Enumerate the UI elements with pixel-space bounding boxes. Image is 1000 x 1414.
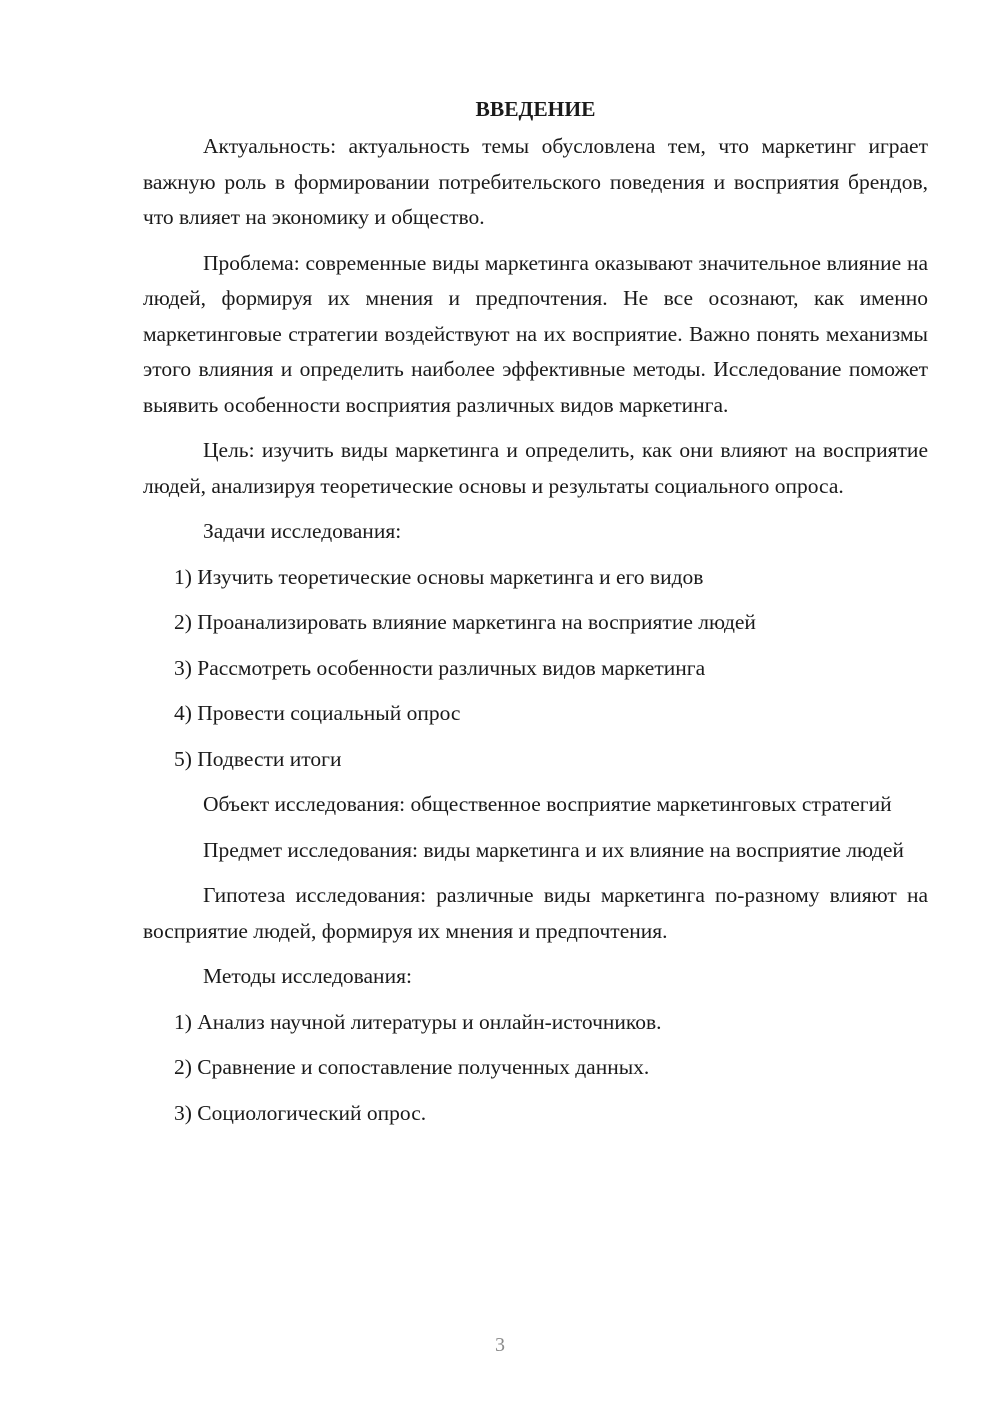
- subject-paragraph: Предмет исследования: виды маркетинга и их влияние на восприятие людей: [203, 837, 904, 862]
- method-item: 1) Анализ научной литературы и онлайн-источников.: [174, 1009, 662, 1034]
- hypothesis-paragraph: Гипотеза исследования: различные виды маркетинга по-разному влияют на восприятие людей, формируя их мнения и предпочтения.: [143, 883, 928, 943]
- tasks-heading: Задачи исследования:: [203, 519, 402, 543]
- problem-paragraph: Проблема: современные виды маркетинга оказывают значительное влияние на людей, формируя их мнения и предпочтения. Не все осознают, как именно маркетинговые стратегии воздействуют на их восприятие. Важно понять механизмы этого влияния и определить наиболее эффективные методы. Исследование поможет выявить особенности восприятия различных видов маркетинга.: [143, 250, 928, 417]
- tasks-list: [143, 560, 928, 778]
- goal-paragraph: Цель: изучить виды маркетинга и определить, как они влияют на восприятие людей, анализируя теоретические основы и результаты социального опроса.: [143, 438, 928, 498]
- task-item: 1) Изучить теоретические основы маркетинга и его видов: [174, 564, 704, 589]
- task-item: 2) Проанализировать влияние маркетинга на восприятие людей: [174, 610, 756, 634]
- relevance-paragraph: Актуальность: актуальность темы обусловлена тем, что маркетинг играет важную роль в формировании потребительского поведения и восприятия брендов, что влияет на экономику и общество.: [143, 134, 928, 229]
- methods-heading: Методы исследования:: [203, 964, 412, 988]
- task-item: 5) Подвести итоги: [174, 746, 342, 771]
- method-item: 2) Сравнение и сопоставление полученных данных.: [174, 1055, 650, 1079]
- page-title: ВВЕДЕНИЕ: [475, 97, 596, 121]
- task-item: 4) Провести социальный опрос: [174, 701, 461, 725]
- methods-list: [143, 1005, 928, 1132]
- page-number: 3: [495, 1334, 505, 1356]
- task-item: 3) Рассмотреть особенности различных видов маркетинга: [174, 655, 706, 680]
- method-item: 3) Социологический опрос.: [174, 1100, 427, 1125]
- page-content: [143, 92, 928, 1141]
- object-paragraph: Объект исследования: общественное восприятие маркетинговых стратегий: [203, 792, 892, 816]
